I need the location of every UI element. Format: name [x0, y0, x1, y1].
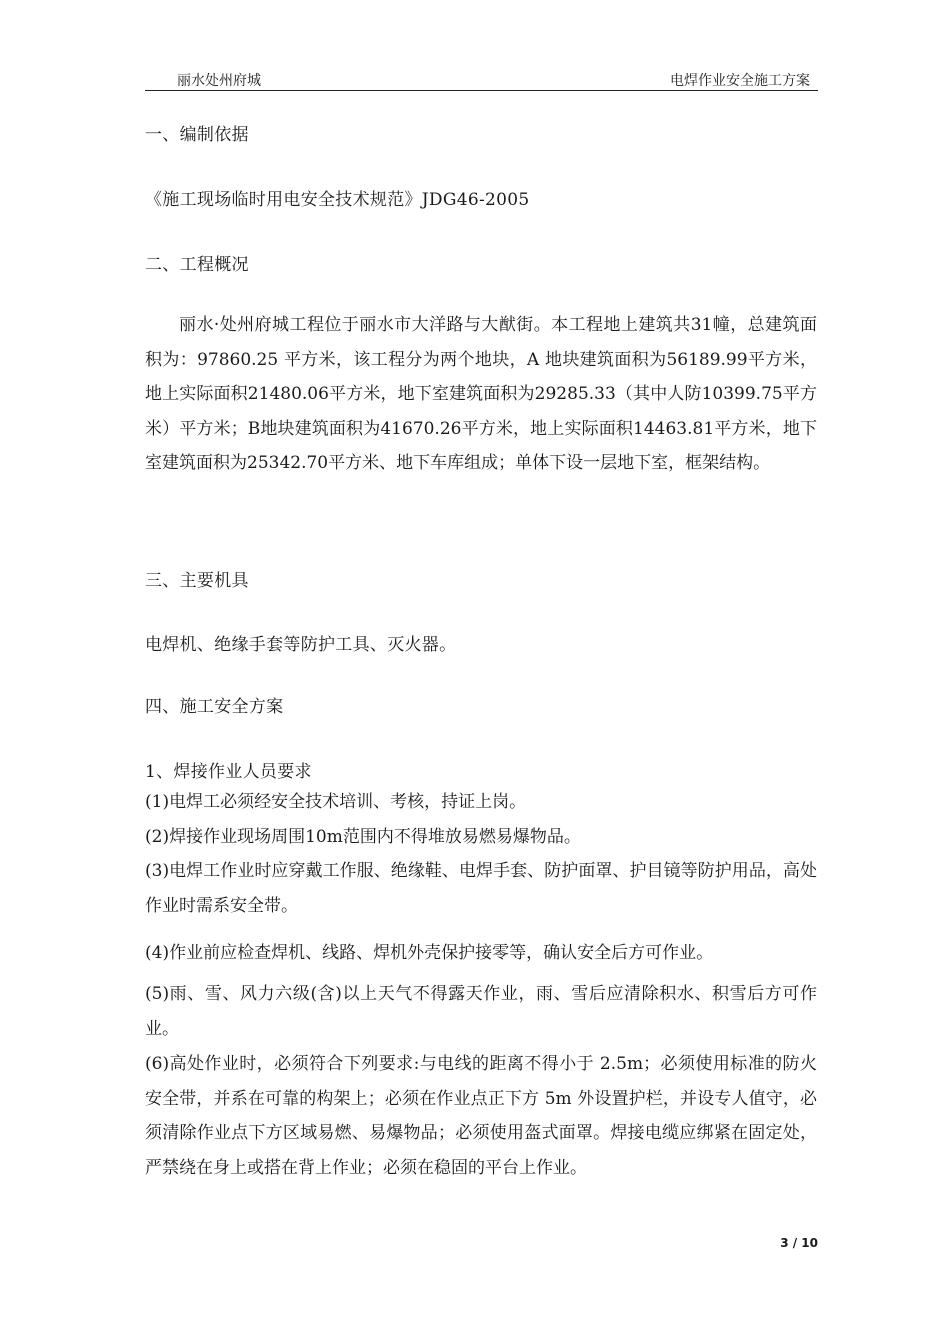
- list-item-6: (6)高处作业时，必须符合下列要求:与电线的距离不得小于 2.5m；必须使用标准的防火安全带，并系在可靠的构架上；必须在作业点正下方 5m 外设置护栏，并设专人值守，必须清除作业点下方区域易燃、易爆物品；必须使用盔式面罩。焊接电缆应绑紧在固定处，严禁绕在身上或搭在背上作业；必须在稳固的平台上作业。: [145, 1054, 817, 1178]
- section-4-heading: 四、施工安全方案: [145, 697, 284, 717]
- list-item-1: (1)电焊工必须经安全技术培训、考核，持证上岗。: [145, 792, 527, 812]
- list-item-2: (2)焊接作业现场周围10m范围内不得堆放易燃易爆物品。: [145, 827, 581, 847]
- section-2-heading: 二、工程概况: [145, 255, 249, 275]
- section-3-body: 电焊机、绝缘手套等防护工具、灭火器。: [145, 635, 457, 655]
- page-number: 3 / 10: [780, 1236, 818, 1250]
- section-4-subheading-1: 1、焊接作业人员要求: [145, 762, 312, 782]
- section-1-heading: 一、编制依据: [145, 125, 249, 145]
- page-header: [145, 68, 818, 91]
- header-document-title: 电焊作业安全施工方案: [670, 73, 810, 89]
- header-project-name: 丽水处州府城: [177, 73, 261, 89]
- list-item-5: (5)雨、雪、风力六级(含)以上天气不得露天作业，雨、雪后应清除积水、积雪后方可作业。: [145, 984, 817, 1039]
- section-2-body: 丽水·处州府城工程位于丽水市大洋路与大猷街。本工程地上建筑共31幢，总建筑面积为：97860.25 平方米，该工程分为两个地块，A 地块建筑面积为56189.99平方米，地上实际面积21480.06平方米，地下室建筑面积为29285.33（其中人防10399.75平方米）平方米；B地块建筑面积为41670.26平方米，地上实际面积14463.81平方米，地下室建筑面积为25342.70平方米、地下车库组成；单体下设一层地下室，框架结构。: [145, 315, 817, 473]
- section-1-body: 《施工现场临时用电安全技术规范》JDG46-2005: [145, 190, 530, 210]
- section-3-heading: 三、主要机具: [145, 571, 249, 591]
- list-item-4: (4)作业前应检查焊机、线路、焊机外壳保护接零等，确认安全后方可作业。: [145, 943, 714, 963]
- list-item-3: (3)电焊工作业时应穿戴工作服、绝缘鞋、电焊手套、防护面罩、护目镜等防护用品，高处作业时需系安全带。: [145, 861, 817, 916]
